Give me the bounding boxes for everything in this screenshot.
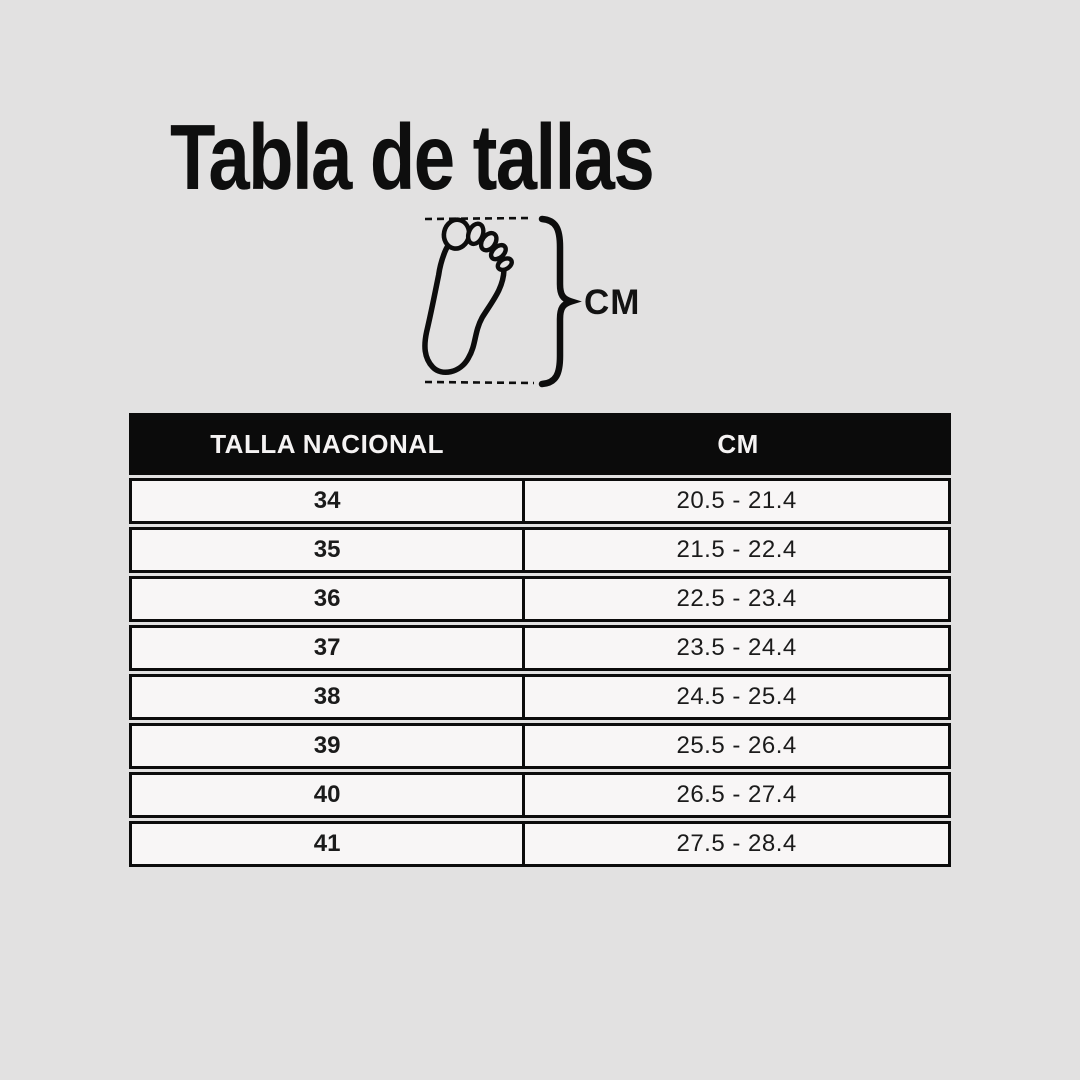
table-row (129, 576, 951, 622)
heel-dashline (425, 382, 534, 383)
table-row (129, 772, 951, 818)
table-header-row (129, 413, 951, 475)
size-cell: 41 (129, 821, 525, 867)
size-cell: 37 (129, 625, 525, 671)
size-cell: 38 (129, 674, 525, 720)
cm-cell: 27.5 - 28.4 (525, 821, 951, 867)
cm-cell: 26.5 - 27.4 (525, 772, 951, 818)
table-row (129, 821, 951, 867)
cm-cell: 23.5 - 24.4 (525, 625, 951, 671)
cm-cell: 21.5 - 22.4 (525, 527, 951, 573)
table-row (129, 478, 951, 524)
size-cell: 40 (129, 772, 525, 818)
size-cell: 36 (129, 576, 525, 622)
table-row (129, 674, 951, 720)
size-cell: 39 (129, 723, 525, 769)
table-row (129, 625, 951, 671)
toe-dashline (425, 218, 532, 219)
brace-icon (542, 219, 571, 384)
cm-cell: 25.5 - 26.4 (525, 723, 951, 769)
unit-label: CM (584, 283, 641, 322)
table-row (129, 527, 951, 573)
table-row (129, 723, 951, 769)
foot-icon (421, 217, 519, 380)
size-cell: 35 (129, 527, 525, 573)
cm-cell: 22.5 - 23.4 (525, 576, 951, 622)
size-table-container (129, 410, 951, 870)
size-table (129, 410, 951, 870)
size-cell: 34 (129, 478, 525, 524)
page-title: Tabla de tallas (170, 105, 654, 209)
cm-cell: 20.5 - 21.4 (525, 478, 951, 524)
cm-cell: 24.5 - 25.4 (525, 674, 951, 720)
size-column-header: TALLA NACIONAL (129, 413, 525, 475)
cm-column-header: CM (525, 413, 951, 475)
